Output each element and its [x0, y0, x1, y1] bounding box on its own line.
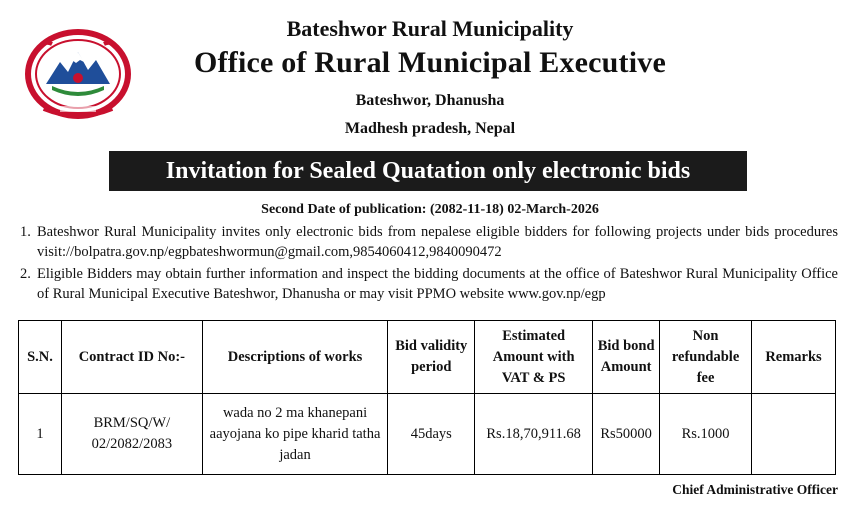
column-header-sn: S.N. [19, 321, 62, 394]
municipality-name: Bateshwor Rural Municipality [286, 16, 574, 41]
column-header-description: Descriptions of works [202, 321, 388, 394]
column-header-fee: Non refundable fee [660, 321, 752, 394]
paragraph-text: Eligible Bidders may obtain further information and inspect the bidding documents at the office of Bateshwor Rural Municipality Office of Rural Municipal Executive Bateshwor, Dhanusha or may visit PPMO website www.gov.np/egp [37, 266, 838, 302]
bids-table [18, 320, 836, 475]
column-header-remarks: Remarks [752, 321, 836, 394]
cell-sn: 1 [19, 394, 62, 475]
cell-fee: Rs.1000 [660, 394, 752, 475]
invitation-banner: Invitation for Sealed Quatation only electronic bids [109, 151, 747, 191]
paragraph-number: 2. [20, 266, 31, 282]
column-header-estimated-amount: Estimated Amount with VAT & PS [475, 321, 593, 394]
table-header-row [19, 321, 836, 394]
cell-validity: 45days [388, 394, 475, 475]
cell-description: wada no 2 ma khanepani aayojana ko pipe kharid tatha jadan [202, 394, 388, 475]
address-line-2: Madhesh pradesh, Nepal [344, 120, 516, 137]
instruction-paragraph-1 [20, 223, 838, 262]
office-title: Office of Rural Municipal Executive [194, 46, 666, 79]
paragraph-text: Bateshwor Rural Municipality invites only electronic bids from nepalese eligible bidders for following projects under bids procedures visit://bolpatra.gov.np/egpbateshwormun@gmail.com,9854060412,9840090472 [37, 224, 838, 260]
paragraph-number: 1. [20, 224, 31, 240]
cell-remarks [752, 394, 836, 475]
publication-date: Second Date of publication: (2082-11-18) 02-March-2026 [261, 202, 599, 217]
cell-contract-id: BRM/SQ/W/ 02/2082/2083 [61, 394, 202, 475]
cell-bid-bond: Rs50000 [593, 394, 660, 475]
instruction-paragraph-2 [20, 265, 838, 304]
signature-title: Chief Administrative Officer [672, 482, 838, 497]
column-header-validity: Bid validity period [388, 321, 475, 394]
column-header-contract-id: Contract ID No:- [61, 321, 202, 394]
address-line-1: Bateshwor, Dhanusha [355, 92, 505, 109]
column-header-bid-bond: Bid bond Amount [593, 321, 660, 394]
cell-estimated-amount: Rs.18,70,911.68 [475, 394, 593, 475]
table-row [19, 394, 836, 475]
